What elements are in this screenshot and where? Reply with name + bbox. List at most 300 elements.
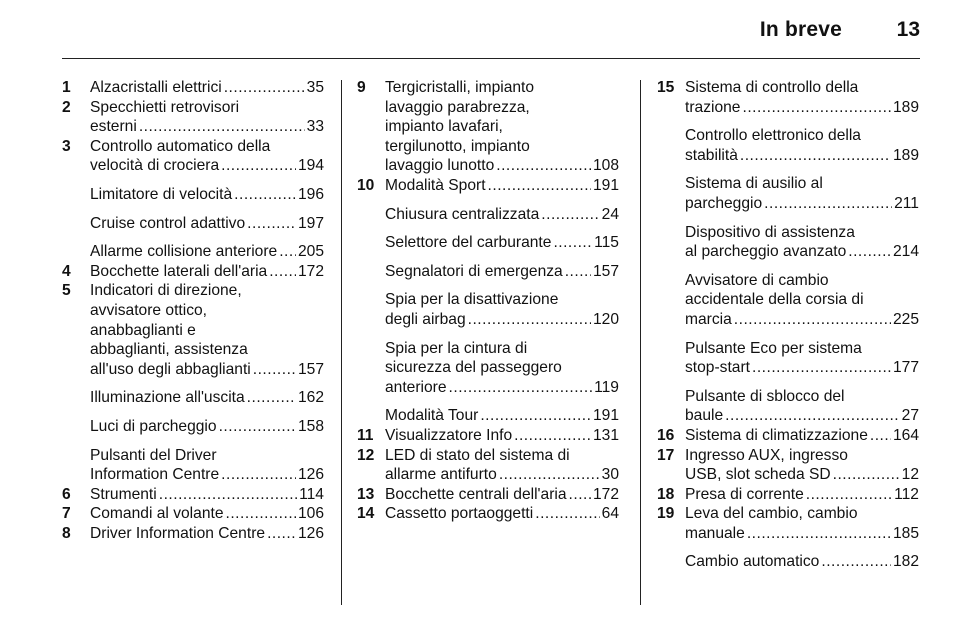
index-entry (657, 223, 919, 262)
entry-text-line: avvisatore ottico, (90, 301, 208, 319)
entry-text-line: esterni (90, 118, 137, 136)
entry-number: 3 (62, 137, 71, 155)
entry-body (685, 504, 919, 543)
entry-last-line (385, 465, 619, 485)
dot-leader (725, 406, 899, 426)
entry-page-link[interactable]: 211 (894, 194, 919, 212)
entry-text-line: lavaggio parabrezza, (385, 98, 530, 116)
index-entry (62, 137, 324, 176)
entry-body (90, 417, 324, 437)
entry-number: 6 (62, 485, 71, 503)
entry-page-link[interactable]: 30 (601, 466, 619, 484)
entry-text-line: impianto lavafari, (385, 118, 503, 136)
index-entry (62, 98, 324, 137)
entry-last-line (385, 504, 619, 524)
entry-text-line: anteriore (385, 378, 447, 396)
index-entry (62, 262, 324, 282)
entry-last-line (90, 388, 324, 408)
entry-number: 2 (62, 98, 71, 116)
entry-body (90, 262, 324, 282)
entry-text-line: Ingresso AUX, ingresso (685, 446, 848, 464)
entry-text-line: Pulsante Eco per sistema (685, 339, 862, 357)
entry-body (685, 78, 919, 117)
entry-text-line: Sistema di ausilio al (685, 175, 823, 193)
entry-page-link[interactable]: 158 (297, 417, 324, 435)
entry-text-line: Cassetto portaoggetti (385, 505, 534, 523)
entry-text-line: Tergicristalli, impianto (385, 79, 535, 96)
entry-body (385, 290, 619, 329)
entry-text-line: Comandi al volante (90, 505, 224, 523)
entry-number (357, 205, 385, 225)
entry-page-link[interactable]: 189 (892, 146, 919, 164)
entry-text-line: velocità di crociera (90, 157, 220, 175)
entry-last-line (385, 406, 619, 426)
entry-last-line (90, 78, 324, 98)
dot-leader (747, 524, 891, 544)
entry-text-line: manuale (685, 524, 745, 542)
entry-number: 11 (357, 426, 374, 444)
dot-leader (488, 176, 591, 196)
entry-body (385, 262, 619, 282)
entry-last-line (685, 524, 919, 544)
entry-page-link[interactable]: 196 (297, 185, 324, 203)
dot-leader (253, 360, 296, 380)
entry-last-line (385, 262, 619, 282)
entry-number (357, 339, 385, 398)
entry-last-line (90, 485, 324, 505)
entry-text-line: lavaggio lunotto (385, 157, 495, 175)
index-entry (657, 485, 919, 505)
index-entry (657, 504, 919, 543)
entry-body (685, 223, 919, 262)
entry-text-line: Information Centre (90, 466, 220, 484)
entry-number (657, 552, 685, 572)
entry-number: 7 (62, 505, 71, 523)
entry-number (657, 271, 685, 330)
index-entry (62, 446, 324, 485)
entry-body (90, 78, 324, 98)
entry-page-link[interactable]: 27 (901, 407, 919, 425)
entry-text-line: parcheggio (685, 194, 763, 212)
entry-page-link[interactable]: 119 (594, 378, 619, 396)
index-entry (62, 214, 324, 234)
entry-text-line: Avvisatore di cambio (685, 271, 829, 289)
entry-last-line (90, 185, 324, 205)
entry-page-link[interactable]: 182 (892, 553, 919, 571)
entry-page-link[interactable]: 35 (306, 79, 324, 96)
entry-page-link[interactable]: 205 (297, 243, 324, 261)
index-entry (657, 271, 919, 330)
entry-last-line (90, 524, 324, 544)
entry-page-link[interactable]: 214 (892, 243, 919, 261)
entry-text-line: Sistema di climatizzazione (685, 426, 868, 444)
entry-text-line: accidentale della corsia di (685, 291, 864, 309)
index-entry (657, 126, 919, 165)
entry-last-line (685, 552, 919, 572)
entry-last-line (90, 242, 324, 262)
entry-page-link[interactable]: 162 (297, 389, 324, 407)
header-divider (62, 58, 920, 59)
index-entry (62, 417, 324, 437)
entry-text-line: Leva del cambio, cambio (685, 505, 858, 523)
entry-page-link[interactable]: 114 (299, 485, 324, 503)
entry-body (385, 446, 619, 485)
entry-body (385, 485, 619, 505)
index-entry (62, 485, 324, 505)
entry-text-line: Pulsante di sblocco del (685, 387, 845, 405)
entry-page-link[interactable]: 112 (894, 485, 919, 503)
entry-page-link[interactable]: 33 (306, 118, 324, 136)
entry-last-line (685, 465, 919, 485)
entry-text-line: Limitatore di velocità (90, 185, 233, 203)
entry-body (90, 185, 324, 205)
entry-body (385, 504, 619, 524)
dot-leader (734, 310, 891, 330)
dot-leader (139, 117, 305, 137)
entry-number (62, 242, 90, 262)
entry-text-line: Visualizzatore Info (385, 426, 513, 444)
dot-leader (496, 156, 591, 176)
entry-page-link[interactable]: 126 (297, 524, 324, 542)
dot-leader (480, 406, 591, 426)
entry-body (385, 78, 619, 176)
dot-leader (449, 378, 593, 398)
index-entry (62, 242, 324, 262)
entry-body (685, 174, 919, 213)
index-entry (62, 504, 324, 524)
entry-text-line: degli airbag (385, 310, 466, 328)
entry-last-line (685, 406, 919, 426)
entry-page-link[interactable]: 24 (601, 205, 619, 223)
dot-leader (247, 388, 296, 408)
entry-last-line (385, 205, 619, 225)
entry-page-link[interactable]: 172 (297, 262, 324, 280)
entry-body (685, 339, 919, 378)
entry-body (385, 205, 619, 225)
index-entry (657, 174, 919, 213)
entry-text-line: Controllo automatico della (90, 137, 271, 155)
entry-text-line: Luci di parcheggio (90, 417, 217, 435)
entry-text-line: Driver Information Centre (90, 524, 266, 542)
entry-number (62, 185, 90, 205)
entry-number: 19 (657, 505, 675, 523)
index-entry (357, 504, 619, 524)
entry-text-line: all'uso degli abbaglianti (90, 360, 251, 378)
index-column-1 (62, 78, 324, 543)
index-entry (657, 387, 919, 426)
entry-body (90, 485, 324, 505)
entry-last-line (385, 426, 619, 446)
entry-text-line: Presa di corrente (685, 485, 804, 503)
entry-number: 4 (62, 262, 71, 280)
entry-body (385, 406, 619, 426)
entry-last-line (685, 242, 919, 262)
entry-body (90, 388, 324, 408)
entry-text-line: Dispositivo di assistenza (685, 223, 855, 241)
entry-body (685, 552, 919, 572)
entry-body (685, 426, 919, 446)
index-entry (357, 406, 619, 426)
entry-last-line (90, 417, 324, 437)
entry-last-line (385, 233, 619, 253)
entry-text-line: Spia per la disattivazione (385, 291, 559, 309)
index-entry (62, 78, 324, 98)
index-column-2 (357, 78, 619, 524)
entry-page-link[interactable]: 157 (297, 360, 324, 378)
dot-leader (764, 194, 892, 214)
entry-number (657, 339, 685, 378)
entry-text-line: Strumenti (90, 485, 157, 503)
index-entry (357, 426, 619, 446)
index-entry (357, 176, 619, 196)
entry-text-line: Illuminazione all'uscita (90, 389, 245, 407)
entry-last-line (385, 156, 619, 176)
index-entry (357, 446, 619, 485)
dot-leader (752, 358, 891, 378)
dot-leader (234, 185, 296, 205)
entry-number (657, 126, 685, 165)
entry-page-link[interactable]: 194 (297, 157, 324, 175)
entry-number (62, 214, 90, 234)
entry-text-line: sicurezza del passeggero (385, 359, 562, 377)
entry-text-line: anabbaglianti e (90, 321, 196, 339)
entry-text-line: Bocchette centrali dell'aria (385, 485, 567, 503)
entry-last-line (90, 465, 324, 485)
entry-text-line: Alzacristalli elettrici (90, 79, 222, 96)
entry-text-line: marcia (685, 310, 732, 328)
entry-number: 14 (357, 505, 375, 523)
entry-page-link[interactable]: 191 (592, 176, 619, 194)
entry-last-line (685, 310, 919, 330)
entry-text-line: tergilunotto, impianto (385, 137, 530, 155)
entry-number: 5 (62, 282, 71, 300)
entry-last-line (90, 117, 324, 137)
entry-text-line: Segnalatori di emergenza (385, 262, 563, 280)
dot-leader (740, 146, 891, 166)
entry-last-line (685, 98, 919, 118)
entry-number (657, 174, 685, 213)
index-entry (62, 388, 324, 408)
entry-page-link[interactable]: 157 (592, 262, 619, 280)
entry-body (90, 214, 324, 234)
entry-body (385, 233, 619, 253)
entry-body (685, 446, 919, 485)
dot-leader (221, 156, 296, 176)
entry-page-link[interactable]: 191 (592, 407, 619, 425)
dot-leader (267, 524, 296, 544)
entry-text-line: abbaglianti, assistenza (90, 341, 248, 359)
entry-last-line (90, 262, 324, 282)
entry-text-line: Pulsanti del Driver (90, 446, 217, 464)
entry-page-link[interactable]: 225 (892, 310, 919, 328)
entry-text-line: Modalità Sport (385, 176, 486, 194)
entry-text-line: Chiusura centralizzata (385, 205, 540, 223)
entry-last-line (90, 504, 324, 524)
entry-number: 12 (357, 446, 375, 464)
entry-number: 17 (657, 446, 675, 464)
entry-text-line: al parcheggio avanzato (685, 243, 847, 261)
entry-last-line (385, 378, 619, 398)
dot-leader (226, 504, 296, 524)
entry-page-link[interactable]: 12 (901, 466, 919, 484)
dot-leader (247, 214, 296, 234)
entry-page-link[interactable]: 106 (297, 505, 324, 523)
entry-number: 9 (357, 79, 366, 96)
dot-leader (279, 242, 296, 262)
entry-number (62, 446, 90, 485)
entry-number (62, 417, 90, 437)
entry-body (90, 281, 324, 379)
index-entry (657, 78, 919, 117)
index-column-3 (657, 78, 919, 572)
entry-last-line (385, 485, 619, 505)
column-divider-1 (341, 80, 342, 605)
entry-body (385, 426, 619, 446)
dot-leader (742, 98, 890, 118)
entry-page-link[interactable]: 115 (594, 234, 619, 252)
dot-leader (569, 485, 591, 505)
entry-number: 13 (357, 485, 375, 503)
dot-leader (514, 426, 591, 446)
page-title: In breve (759, 18, 842, 41)
entry-last-line (685, 358, 919, 378)
entry-last-line (90, 214, 324, 234)
index-entry (62, 281, 324, 379)
entry-text-line: Indicatori di direzione, (90, 282, 242, 300)
entry-last-line (685, 194, 919, 214)
entry-text-line: Cambio automatico (685, 553, 820, 571)
entry-body (90, 524, 324, 544)
entry-last-line (385, 176, 619, 196)
entry-page-link[interactable]: 64 (601, 505, 619, 523)
page-number: 13 (896, 18, 920, 41)
entry-page-link[interactable]: 177 (892, 359, 919, 377)
entry-body (90, 446, 324, 485)
entry-body (385, 176, 619, 196)
entry-body (90, 137, 324, 176)
entry-page-link[interactable]: 197 (297, 214, 324, 232)
entry-body (685, 485, 919, 505)
index-entry (657, 426, 919, 446)
entry-last-line (685, 485, 919, 505)
entry-page-link[interactable]: 126 (297, 466, 324, 484)
entry-number: 16 (657, 426, 675, 444)
entry-last-line (685, 426, 919, 446)
entry-text-line: Selettore del carburante (385, 234, 552, 252)
entry-page-link[interactable]: 131 (592, 426, 619, 444)
entry-body (90, 504, 324, 524)
dot-leader (224, 78, 305, 98)
index-entry (357, 205, 619, 225)
dot-leader (833, 465, 900, 485)
entry-text-line: stabilità (685, 146, 738, 164)
entry-page-link[interactable]: 120 (592, 310, 619, 328)
dot-leader (870, 426, 891, 446)
entry-text-line: stop-start (685, 359, 750, 377)
entry-body (385, 339, 619, 398)
entry-body (685, 126, 919, 165)
entry-text-line: Allarme collisione anteriore (90, 243, 278, 261)
entry-number: 8 (62, 524, 71, 542)
entry-body (90, 242, 324, 262)
index-entry (657, 552, 919, 572)
dot-leader (468, 310, 591, 330)
entry-text-line: allarme antifurto (385, 466, 497, 484)
entry-text-line: Specchietti retrovisori (90, 98, 240, 116)
entry-number (657, 387, 685, 426)
entry-number (657, 223, 685, 262)
entry-text-line: Spia per la cintura di (385, 339, 528, 357)
entry-page-link[interactable]: 108 (592, 157, 619, 175)
dot-leader (221, 465, 296, 485)
entry-last-line (385, 310, 619, 330)
page-header (0, 0, 960, 56)
entry-body (685, 271, 919, 330)
dot-leader (159, 485, 297, 505)
entry-number: 10 (357, 176, 375, 194)
entry-number (62, 388, 90, 408)
index-entry (357, 290, 619, 329)
dot-leader (848, 242, 891, 262)
index-entry (62, 524, 324, 544)
entry-number (357, 406, 385, 426)
entry-last-line (90, 360, 324, 380)
entry-body (685, 387, 919, 426)
dot-leader (821, 552, 891, 572)
index-entry (357, 78, 619, 176)
dot-leader (499, 465, 600, 485)
entry-text-line: Modalità Tour (385, 407, 479, 425)
entry-page-link[interactable]: 172 (592, 485, 619, 503)
dot-leader (219, 417, 296, 437)
index-entry (62, 185, 324, 205)
entry-text-line: Bocchette laterali dell'aria (90, 262, 268, 280)
entry-number: 18 (657, 485, 675, 503)
index-entry (657, 339, 919, 378)
entry-page-link[interactable]: 185 (892, 524, 919, 542)
entry-body (90, 98, 324, 137)
index-entry (357, 339, 619, 398)
entry-last-line (90, 156, 324, 176)
entry-text-line: trazione (685, 98, 741, 116)
entry-number (357, 233, 385, 253)
dot-leader (541, 205, 599, 225)
entry-last-line (685, 146, 919, 166)
column-divider-2 (640, 80, 641, 605)
index-entry (657, 446, 919, 485)
entry-number (357, 290, 385, 329)
dot-leader (565, 262, 591, 282)
entry-text-line: Sistema di controllo della (685, 79, 859, 96)
entry-text-line: baule (685, 407, 724, 425)
dot-leader (269, 262, 296, 282)
dot-leader (553, 233, 592, 253)
entry-number (357, 262, 385, 282)
entry-text-line: USB, slot scheda SD (685, 466, 831, 484)
entry-text-line: LED di stato del sistema di (385, 446, 570, 464)
entry-page-link[interactable]: 189 (892, 98, 919, 116)
index-entry (357, 485, 619, 505)
entry-number: 1 (62, 79, 71, 96)
dot-leader (806, 485, 892, 505)
entry-text-line: Controllo elettronico della (685, 127, 861, 145)
index-entry (357, 262, 619, 282)
entry-text-line: Cruise control adattivo (90, 214, 246, 232)
entry-page-link[interactable]: 164 (892, 426, 919, 444)
index-entry (357, 233, 619, 253)
dot-leader (535, 504, 599, 524)
entry-number: 15 (657, 79, 675, 96)
